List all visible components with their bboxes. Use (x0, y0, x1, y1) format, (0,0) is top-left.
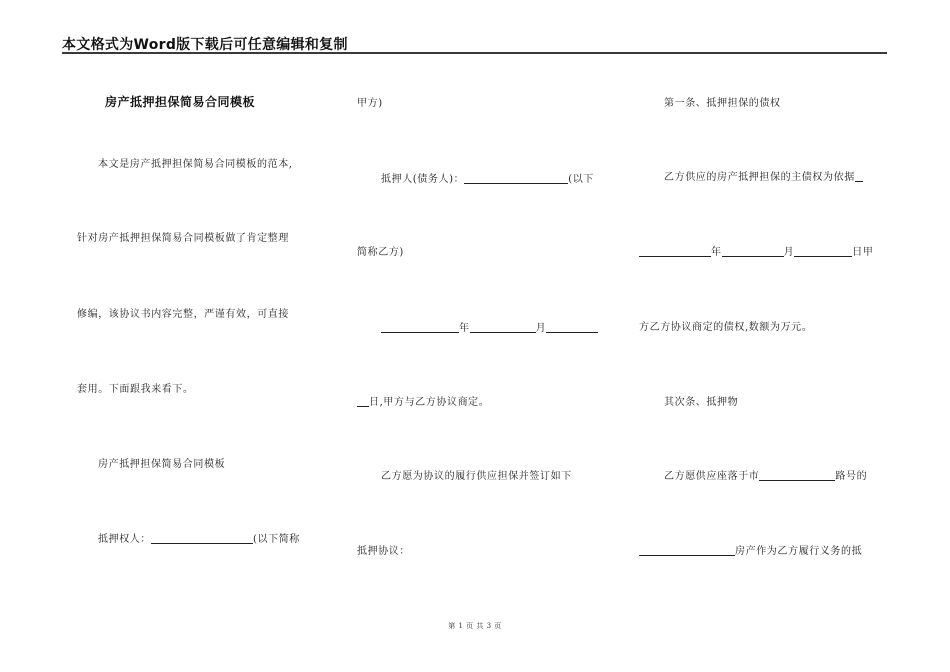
col1-line-2: 针对房产抵押担保简易合同模板做了肯定整理 (77, 233, 289, 244)
mortgagor-label: 抵押人(债务人)： (381, 174, 465, 185)
day-tail-blank[interactable] (357, 396, 369, 407)
col3-month-label: 月 (783, 247, 795, 258)
article-1-heading: 第一条、抵押担保的债权 (664, 98, 781, 109)
col2-line-7: 抵押协议： (357, 546, 410, 557)
page-header (62, 34, 887, 54)
col3-year-blank[interactable] (639, 246, 711, 257)
year-blank[interactable] (381, 322, 459, 333)
header-text: 本文格式为Word版下载后可任意编辑和复制 (62, 37, 348, 53)
basis-blank[interactable] (855, 171, 863, 182)
col1-line-5: 房产抵押担保简易合同模板 (98, 459, 226, 470)
mortgagee-blank[interactable] (151, 533, 253, 544)
road-label: 路号的 (835, 471, 868, 482)
col1-line-6 (98, 530, 300, 545)
col3-line-7 (639, 542, 862, 557)
year-label: 年 (459, 323, 470, 334)
article-2-heading: 其次条、抵押物 (664, 397, 739, 408)
col1-line-4: 套用。下面跟我来看下。 (77, 384, 194, 395)
mortgagee-label: 抵押权人： (98, 534, 151, 545)
day-blank[interactable] (546, 322, 598, 333)
col2-line-1: 甲方) (357, 98, 383, 109)
col1-line-3: 修编，该协议书内容完整，严谨有效，可直接 (77, 309, 289, 320)
col3-day-tail: 日甲 (852, 247, 874, 258)
principal-debt-text: 乙方供应的房产抵押担保的主债权为依据 (664, 172, 855, 183)
mortgagor-blank[interactable] (464, 173, 568, 184)
col2-line-4 (381, 319, 598, 334)
page-footer: 第 1 页 共 3 页 (448, 622, 502, 630)
city-blank[interactable] (759, 470, 835, 481)
month-label: 月 (535, 323, 547, 334)
document-title: 房产抵押担保简易合同模板 (105, 95, 256, 109)
col2-line-2 (381, 170, 594, 185)
property-obligation-text: 房产作为乙方履行义务的抵 (735, 546, 863, 557)
col3-line-4: 方乙方协议商定的债权,数额为万元。 (639, 322, 813, 333)
mortgagor-tail: (以下 (568, 174, 594, 185)
col3-line-3 (639, 243, 873, 258)
agreement-date-text: 日,甲方与乙方协议商定。 (369, 397, 490, 408)
col3-line-6 (664, 467, 867, 482)
col3-day-blank[interactable] (794, 246, 852, 257)
col3-month-blank[interactable] (722, 246, 784, 257)
col2-line-5 (357, 393, 489, 408)
col2-line-6: 乙方愿为协议的履行供应担保并签订如下 (381, 471, 572, 482)
property-blank[interactable] (639, 545, 735, 556)
property-location-text: 乙方愿供应座落于市 (664, 471, 760, 482)
col1-line-1: 本文是房产抵押担保简易合同模板的范本, (98, 159, 293, 170)
col2-line-3: 简称乙方) (357, 247, 404, 258)
col3-line-2 (664, 168, 863, 183)
col3-year-label: 年 (711, 247, 722, 258)
mortgagee-tail: (以下简称 (253, 534, 300, 545)
month-blank[interactable] (470, 322, 536, 333)
